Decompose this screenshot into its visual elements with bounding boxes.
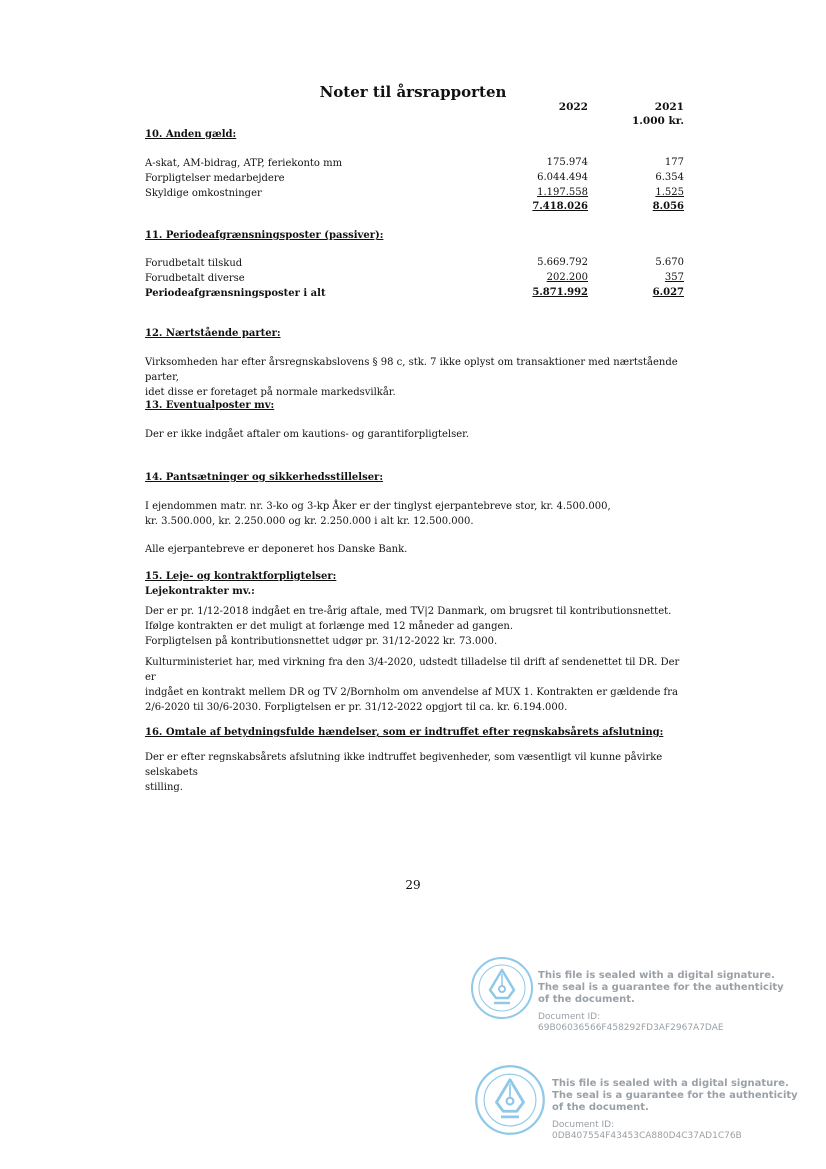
digital-seal — [474, 1064, 546, 1140]
note12-line: Virksomheden har efter årsregnskabslovens § 98 c, stk. 7 ikke oplyst om transaktioner med nærtstående parter, — [145, 357, 678, 383]
note11-total-2022: 5.871.992 — [532, 287, 588, 298]
note10-row-value-2022: 175.974 — [546, 157, 588, 168]
note14-body — [145, 499, 690, 529]
seal-pen-icon — [474, 1064, 546, 1136]
note15-line: Forpligtelsen på kontributionsnettet udgør pr. 31/12-2022 kr. 73.000. — [145, 636, 498, 647]
note15-paragraph-2 — [145, 655, 690, 715]
note13-line: Der er ikke indgået aftaler om kautions- og garantiforpligtelser. — [145, 429, 470, 440]
seal-line: This file is sealed with a digital signature. — [552, 1078, 789, 1089]
seal-line: The seal is a guarantee for the authenticity — [552, 1090, 798, 1101]
note10-row-label: A-skat, AM-bidrag, ATP, feriekonto mm — [145, 158, 343, 169]
seal-line: This file is sealed with a digital signature. — [538, 970, 775, 981]
note15-paragraph-1 — [145, 604, 690, 649]
note14-line: I ejendommen matr. nr. 3-ko og 3-kp Åker er der tinglyst ejerpantebreve stor, kr. 4.500.000, — [145, 501, 611, 512]
note15-subheading: Lejekontrakter mv.: — [145, 586, 255, 597]
seal-line: of the document. — [538, 994, 635, 1005]
seal-id-value: 69B06036566F458292FD3AF2967A7DAE — [538, 1023, 724, 1033]
note11-row-label: Forudbetalt tilskud — [145, 258, 243, 269]
note10-row-value-2022: 1.197.558 — [537, 187, 588, 198]
digital-seal — [470, 956, 534, 1024]
note11-heading: 11. Periodeafgrænsningsposter (passiver): — [145, 230, 384, 241]
note15-line: indgået en kontrakt mellem DR og TV 2/Bornholm om anvendelse af MUX 1. Kontrakten er gældende fra — [145, 687, 678, 698]
seal-line: The seal is a guarantee for the authenticity — [538, 982, 784, 993]
note10-total-2021: 8.056 — [652, 201, 684, 212]
note12-heading: 12. Nærtstående parter: — [145, 328, 281, 339]
note15-line: Kulturministeriet har, med virkning fra den 3/4-2020, udstedt tilladelse til drift af sendenettet til DR. Der er — [145, 657, 680, 683]
note15-heading: 15. Leje- og kontraktforpligtelser: — [145, 571, 337, 582]
note10-heading: 10. Anden gæld: — [145, 129, 237, 140]
note10-row-label: Forpligtelser medarbejdere — [145, 173, 285, 184]
note10-row-value-2021: 6.354 — [655, 172, 684, 183]
seal-id-value: 0DB407554F43453CA880D4C37AD1C76B — [552, 1131, 742, 1141]
note16-body — [145, 750, 690, 795]
note16-line: Der er efter regnskabsårets afslutning ikke indtruffet begivenheder, som væsentligt vil kunne påvirke selskabets — [145, 752, 663, 778]
note12-body — [145, 355, 690, 400]
note10-total-2022: 7.418.026 — [532, 201, 588, 212]
seal-id-label: Document ID: — [538, 1012, 601, 1022]
note14-line: kr. 3.500.000, kr. 2.250.000 og kr. 2.250.000 i alt kr. 12.500.000. — [145, 516, 474, 527]
note11-total-2021: 6.027 — [652, 287, 684, 298]
seal-text-block — [552, 1078, 798, 1142]
note11-total-label: Periodeafgrænsningsposter i alt — [145, 288, 326, 299]
seal-pen-icon — [470, 956, 534, 1020]
note16-heading: 16. Omtale af betydningsfulde hændelser, som er indtruffet efter regnskabsårets afslutning: — [145, 727, 664, 738]
note16-line: stilling. — [145, 782, 183, 793]
note11-row-value-2022: 202.200 — [546, 272, 588, 283]
note12-line: idet disse er foretaget på normale markedsvilkår. — [145, 387, 396, 398]
note10-row-label: Skyldige omkostninger — [145, 188, 262, 199]
seal-line: of the document. — [552, 1102, 649, 1113]
note10-row-value-2021: 1.525 — [655, 187, 684, 198]
note11-row-value-2021: 357 — [664, 272, 684, 283]
note10-row-value-2021: 177 — [664, 157, 684, 168]
note15-line: Der er pr. 1/12-2018 indgået en tre-årig aftale, med TV|2 Danmark, om brugsret til kontributionsnettet. — [145, 606, 672, 617]
note11-row-label: Forudbetalt diverse — [145, 273, 245, 284]
seal-text-block — [538, 970, 784, 1034]
page-number: 29 — [405, 878, 421, 892]
column-header-2022: 2022 — [558, 101, 588, 113]
note13-heading: 13. Eventualposter mv: — [145, 400, 275, 411]
note15-line: 2/6-2020 til 30/6-2030. Forpligtelsen er pr. 31/12-2022 opgjort til ca. kr. 6.194.000. — [145, 702, 568, 713]
note15-line: Ifølge kontrakten er det muligt at forlænge med 12 måneder ad gangen. — [145, 621, 514, 632]
page-title: Noter til årsrapporten — [319, 83, 507, 101]
seal-id-label: Document ID: — [552, 1120, 615, 1130]
note13-body — [145, 427, 690, 442]
note11-row-value-2022: 5.669.792 — [537, 257, 588, 268]
note11-row-value-2021: 5.670 — [655, 257, 684, 268]
note10-row-value-2022: 6.044.494 — [537, 172, 588, 183]
note14-heading: 14. Pantsætninger og sikkerhedsstillelser: — [145, 472, 384, 483]
column-unit-2021: 1.000 kr. — [631, 115, 684, 127]
column-header-2021: 2021 — [654, 101, 684, 113]
note14-extra: Alle ejerpantebreve er deponeret hos Danske Bank. — [145, 544, 408, 555]
